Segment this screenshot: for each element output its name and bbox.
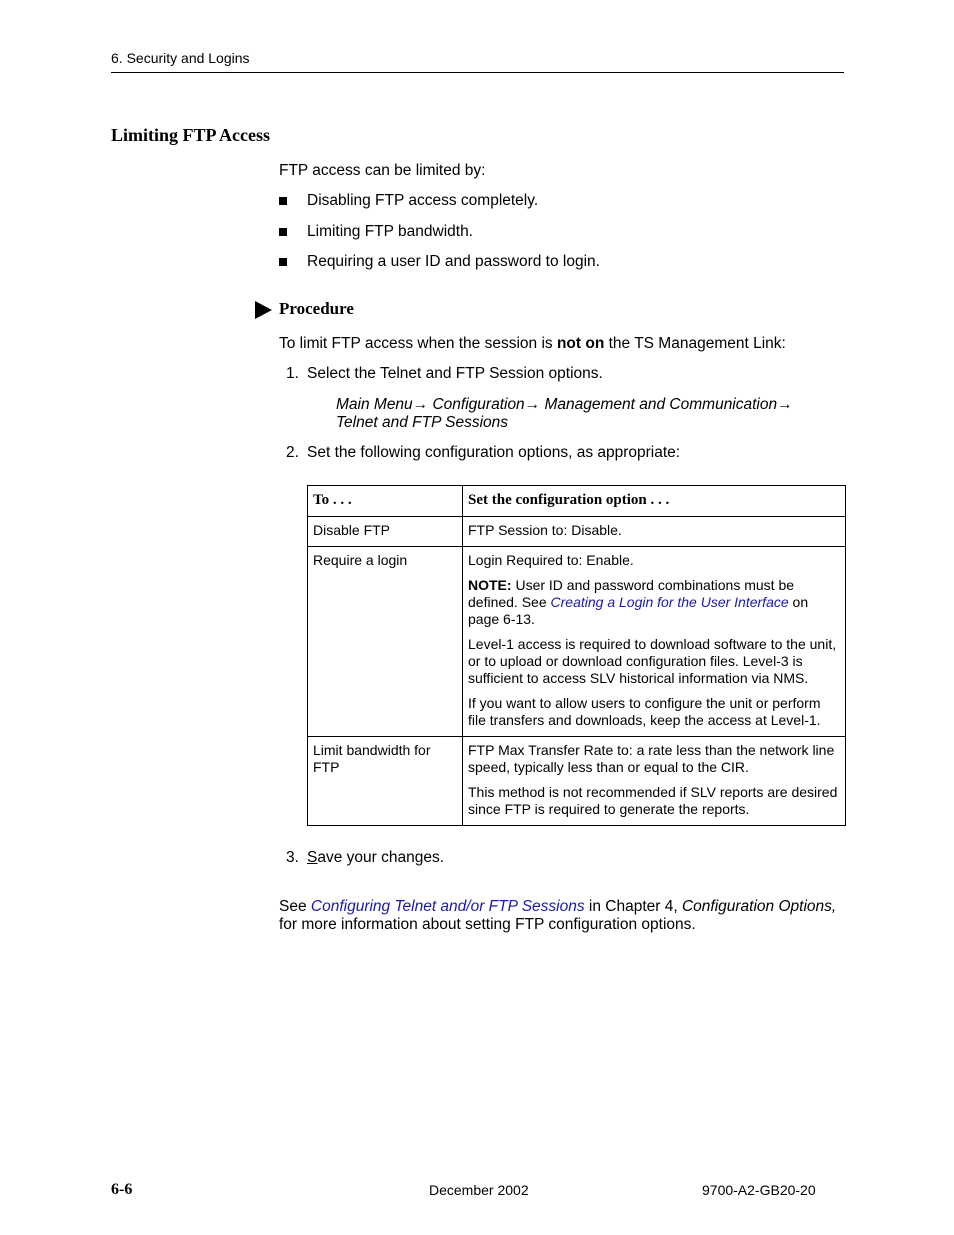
option-text: Login Required to: Enable. xyxy=(468,552,634,568)
table-row xyxy=(308,737,846,826)
table-cell-option: FTP Session to: Disable. xyxy=(463,517,846,547)
creating-login-link[interactable]: Creating a Login for the User Interface xyxy=(550,594,789,610)
column-header: To . . . xyxy=(308,486,463,517)
option-paragraph: This method is not recommended if SLV reports are desired since FTP is required to generate the reports. xyxy=(468,784,838,817)
configuring-telnet-ftp-link[interactable]: Configuring Telnet and/or FTP Sessions xyxy=(310,898,585,915)
note-paragraph xyxy=(468,577,840,628)
step-text: Select the Telnet and FTP Session options. xyxy=(307,365,603,382)
procedure-intro-bold: not on xyxy=(556,335,605,352)
bullet-square-icon xyxy=(279,258,287,266)
table-cell-option xyxy=(463,547,846,737)
table-row xyxy=(308,517,846,547)
note-label: NOTE: xyxy=(468,577,512,593)
bullet-item: Disabling FTP access completely. xyxy=(307,192,539,209)
procedure-arrow-icon xyxy=(255,301,272,319)
see-also-text: for more information about setting FTP configuration options. xyxy=(279,916,696,933)
running-header: 6. Security and Logins xyxy=(111,50,250,66)
page-number: 6-6 xyxy=(111,1181,133,1198)
option-paragraph: Level-1 access is required to download software to the unit, or to upload or download configuration files. Level-3 is sufficient to access SLV historical information via NMS. xyxy=(468,636,837,686)
header-rule xyxy=(111,72,844,73)
option-paragraph: If you want to allow users to configure the unit or perform file transfers and downloads, keep the access at Level-1. xyxy=(468,695,821,728)
procedure-intro-pre: To limit FTP access when the session is xyxy=(279,335,557,352)
menu-path-line: Telnet and FTP Sessions xyxy=(336,414,509,431)
step-text-rest: ave your changes. xyxy=(317,849,445,866)
table-cell-to: Limit bandwidth for FTP xyxy=(308,737,463,826)
table-row xyxy=(308,547,846,737)
table-cell-option xyxy=(463,737,846,826)
document-id: 9700-A2-GB20-20 xyxy=(702,1182,816,1198)
step-number: 3. xyxy=(286,849,299,866)
step-text xyxy=(307,849,444,867)
menu-path-line: Main Menu→ Configuration→ Management and Communication→ xyxy=(336,396,793,413)
configuration-options-table xyxy=(307,485,846,826)
option-text: FTP Max Transfer Rate to: a rate less than the network line speed, typically less than or equal to the CIR. xyxy=(468,742,835,775)
see-also-paragraph xyxy=(279,898,859,934)
step-number: 2. xyxy=(286,444,299,461)
intro-text: FTP access can be limited by: xyxy=(279,162,486,179)
procedure-intro xyxy=(279,335,786,353)
procedure-label: Procedure xyxy=(279,299,354,318)
bullet-square-icon xyxy=(279,228,287,236)
see-also-text: in Chapter 4, xyxy=(584,898,682,915)
table-cell-to: Disable FTP xyxy=(308,517,463,547)
note-text: on page 6-13. xyxy=(468,594,809,627)
step-text: Set the following configuration options, as appropriate: xyxy=(307,444,681,461)
bullet-square-icon xyxy=(279,197,287,205)
bullet-item: Requiring a user ID and password to login. xyxy=(307,253,600,270)
bullet-item: Limiting FTP bandwidth. xyxy=(307,223,473,240)
footer-date: December 2002 xyxy=(429,1182,529,1198)
note-text: User ID and password combinations must be defined. See xyxy=(468,577,795,610)
table-cell-to: Require a login xyxy=(308,547,463,737)
chapter-title: Configuration Options, xyxy=(681,898,837,915)
table-header-row xyxy=(308,486,846,517)
step-accelerator-letter: S xyxy=(307,849,318,866)
section-heading: Limiting FTP Access xyxy=(111,125,270,145)
see-also-text: See xyxy=(279,898,311,915)
step-number: 1. xyxy=(286,365,299,382)
column-header: Set the configuration option . . . xyxy=(463,486,846,517)
procedure-intro-post: the TS Management Link: xyxy=(604,335,786,352)
